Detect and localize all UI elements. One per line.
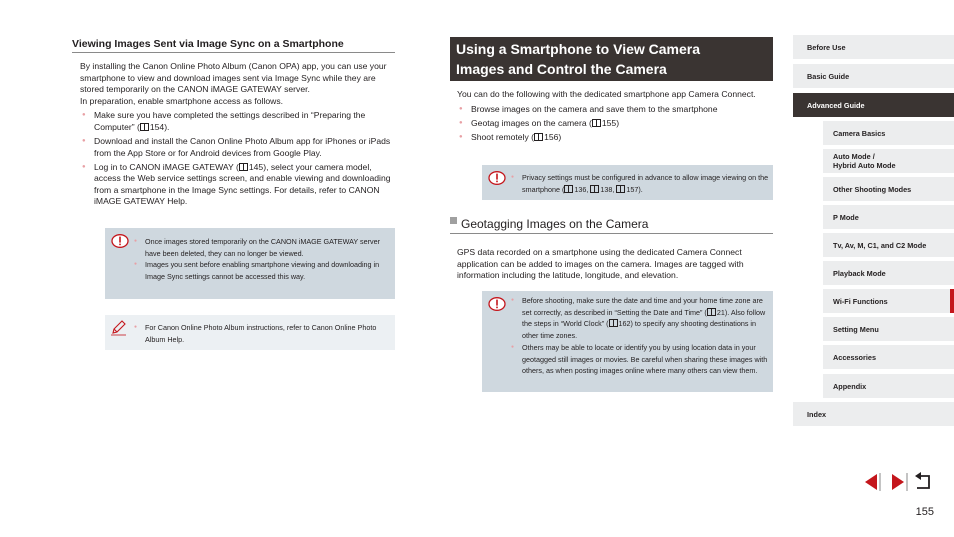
book-icon (592, 119, 601, 127)
book-icon (590, 185, 599, 193)
caution-item: ● Images you sent before enabling smartphone viewing and downloading in Image Sync settings cannot be accessed this way. (134, 259, 390, 282)
note-box (105, 315, 395, 350)
caution-text: ). Also follow the steps in “World Clock” ( (522, 307, 766, 329)
list-item (457, 104, 773, 115)
sidebar-item-appendix[interactable]: Appendix (823, 374, 954, 398)
page-ref-link[interactable]: 156 (544, 132, 559, 143)
sidebar-item-label: Hybrid Auto Mode (833, 161, 896, 170)
sidebar-item-other-shooting-modes[interactable]: Other Shooting Modes (823, 177, 954, 201)
page-ref-link[interactable]: 157 (626, 184, 639, 194)
list-item-text: ), select your camera model, access the Web service settings screen, and enable viewing and downloading from a smartphone in the Image Sync settings. For details, refer to CANON iMAGE GATEWAY Help. (94, 162, 391, 207)
heading-marker (450, 217, 457, 224)
list-item-text: Make sure you have completed the settings described in “Preparing the Computer” ( (94, 110, 366, 132)
note-item: ● For Canon Online Photo Album instructions, refer to Canon Online Photo Album Help. (134, 322, 390, 345)
intro-paragraph: By installing the Canon Online Photo Album (Canon OPA) app, you can use your smartphone to view and download images sent via Image Sync while they are stored temporarily on the CANON iMAGE GATEWAY server. (80, 61, 387, 95)
left-column (72, 38, 395, 211)
book-icon (609, 319, 618, 327)
section-heading-text: Geotagging Images on the Camera (461, 217, 649, 231)
page-ref-link[interactable]: 138 (600, 184, 613, 194)
geotag-text: GPS data recorded on a smartphone using the dedicated Camera Connect application can be added to images on the camera. Images are tagged with information including the latitude, longitude, and elevation. (457, 247, 744, 281)
sidebar-item-label: Auto Mode / (833, 152, 875, 161)
book-icon (616, 185, 625, 193)
book-icon (239, 163, 248, 171)
caution-text: ). (638, 184, 643, 194)
book-icon (707, 308, 716, 316)
page-title (450, 37, 773, 81)
list-item-text: ) (616, 118, 620, 128)
page-ref-link[interactable]: 145 (248, 162, 264, 172)
caution-list (511, 172, 769, 195)
sidebar-item-camera-basics[interactable]: Camera Basics (823, 121, 954, 145)
sidebar-item-basic-guide[interactable]: Basic Guide (793, 64, 954, 88)
list-item (80, 136, 395, 159)
list-item-text: Geotag images on the camera ( (471, 118, 592, 128)
sidebar-item-auto-mode[interactable] (823, 149, 954, 173)
list-item (457, 132, 773, 143)
caution-text: Before shooting, make sure the date and time and your home time zone are set correctly, as described in “Setting the Date and Time” ( (522, 296, 763, 317)
page-navigation (861, 472, 935, 492)
book-icon (534, 133, 543, 141)
caution-list (134, 236, 390, 283)
sidebar-item-before-use[interactable]: Before Use (793, 35, 954, 59)
prep-paragraph: In preparation, enable smartphone access as follows. (80, 95, 284, 106)
section-subheading: Viewing Images Sent via Image Sync on a Smartphone (72, 38, 395, 53)
book-icon (564, 185, 573, 193)
page-ref-link[interactable]: 21 (716, 307, 725, 317)
prep-list (80, 110, 395, 207)
caution-list (511, 295, 769, 377)
caution-box (105, 228, 395, 299)
sidebar-item-index[interactable]: Index (793, 402, 954, 426)
list-item-text: ) (558, 132, 562, 143)
page-ref-link[interactable]: 155 (601, 118, 617, 128)
page-number: 155 (915, 506, 934, 518)
caution-item (511, 295, 769, 342)
next-page-icon[interactable] (888, 472, 908, 492)
sidebar-item-advanced-guide[interactable]: Advanced Guide (793, 93, 954, 117)
intro-paragraph: You can do the following with the dedicated smartphone app Camera Connect. (457, 89, 756, 99)
previous-page-icon[interactable] (861, 472, 881, 492)
caution-box (482, 165, 773, 200)
page-ref-link[interactable]: 162 (618, 319, 631, 329)
return-icon[interactable] (913, 472, 933, 492)
list-item (80, 110, 395, 133)
caution-icon (488, 171, 506, 185)
caution-item: ● Others may be able to locate or identify you by using location data in your geotagged still images or movies. Be careful when sharing these images with others, as when posting images online where many others can view them. (511, 342, 769, 377)
sidebar-item-tv-av-m[interactable]: Tv, Av, M, C1, and C2 Mode (823, 233, 954, 257)
section-heading (450, 217, 773, 234)
list-item-text: Browse images on the camera and save them to the smartphone (471, 103, 718, 114)
title-line: Images and Control the Camera (456, 61, 667, 77)
sidebar-item-playback-mode[interactable]: Playback Mode (823, 261, 954, 285)
intro-text (72, 61, 395, 208)
book-icon (140, 123, 149, 131)
sidebar-item-accessories[interactable]: Accessories (823, 345, 954, 369)
caution-icon (111, 234, 129, 248)
list-item (457, 118, 773, 129)
caution-icon (488, 297, 506, 311)
note-list (134, 322, 390, 345)
title-line: Using a Smartphone to View Camera (456, 41, 701, 57)
sidebar-item-setting-menu[interactable]: Setting Menu (823, 317, 954, 341)
page-ref-link[interactable]: 136 (574, 184, 587, 194)
caution-box (482, 291, 773, 392)
caution-text: Privacy settings must be configured in advance to allow image viewing on the smartphone ( (522, 173, 769, 194)
sidebar-item-wifi-functions[interactable]: Wi-Fi Functions (823, 289, 954, 313)
pencil-icon (110, 320, 128, 336)
caution-text: ) to specify any shooting destinations in other time zones. (522, 319, 757, 341)
list-item-text: ). (164, 121, 170, 132)
page-ref-link[interactable]: 154 (149, 121, 165, 132)
intro-text (450, 89, 773, 144)
caution-item: ● Privacy settings must be configured in advance to allow image viewing on the smartphone ( 136, 138, 157). (511, 172, 769, 195)
middle-column (450, 37, 773, 147)
list-item-text: Download and install the Canon Online Photo Album app for iPhones or iPads from the App Store or for Android devices from Google Play. (94, 136, 391, 158)
list-item-text: Log in to CANON iMAGE GATEWAY ( (94, 162, 239, 172)
feature-list (457, 104, 773, 144)
list-item-text: Shoot remotely ( (471, 132, 535, 143)
caution-item: ● Once images stored temporarily on the CANON iMAGE GATEWAY server have been deleted, they can no longer be viewed. (134, 236, 390, 259)
sidebar-item-p-mode[interactable]: P Mode (823, 205, 954, 229)
list-item (80, 162, 395, 208)
